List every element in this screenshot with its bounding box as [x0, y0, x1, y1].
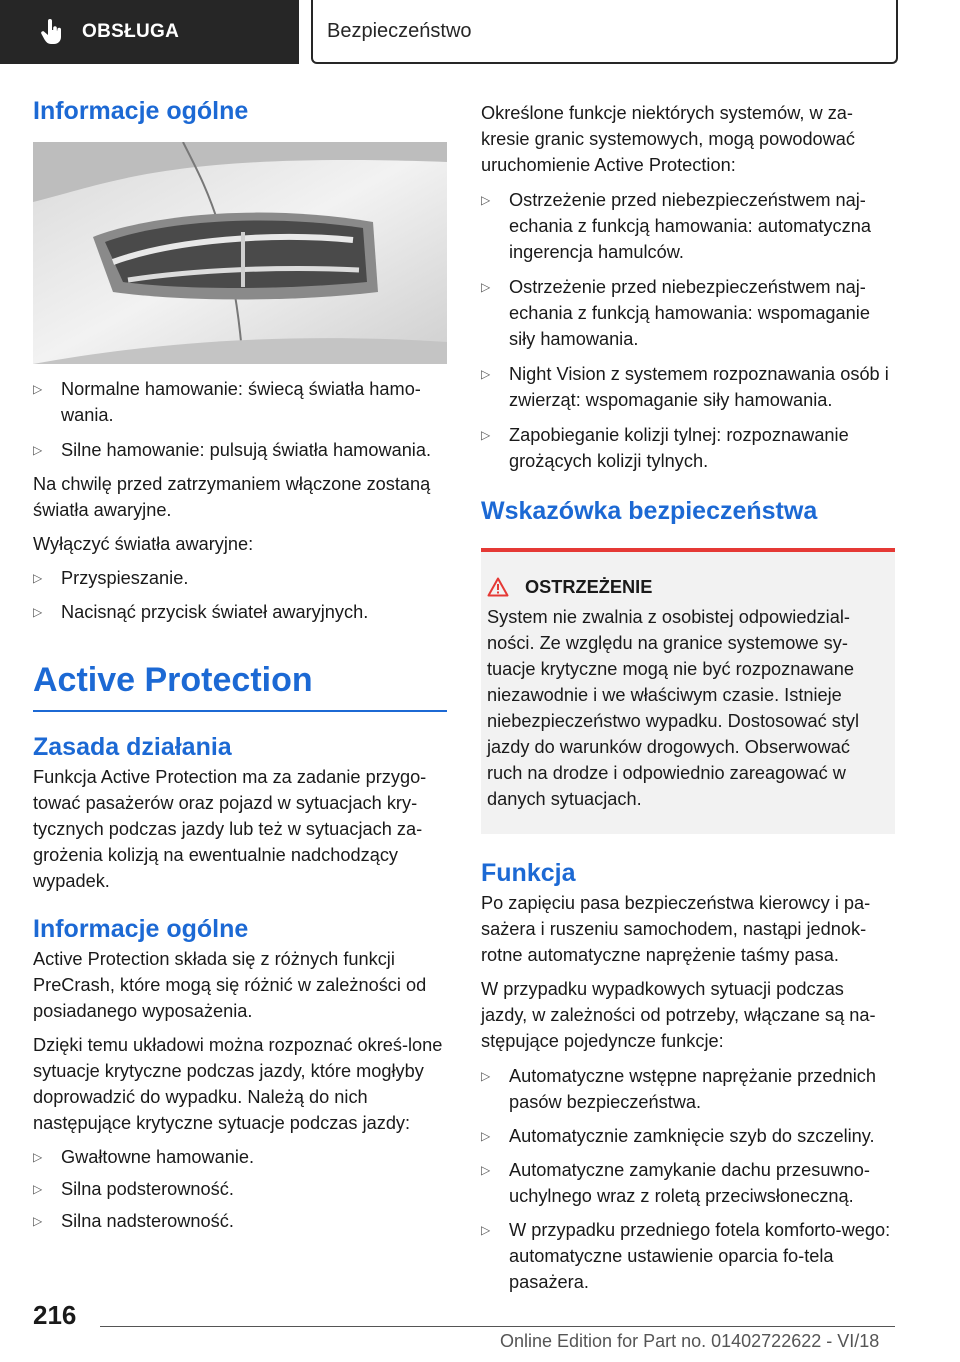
chapter-tab-label: OBSŁUGA: [82, 21, 180, 42]
triangle-bullet-icon: ▷: [481, 428, 491, 442]
warning-triangle-icon: [487, 577, 509, 597]
footer-edition: Online Edition for Part no. 01402722622 - VI/18: [500, 1331, 880, 1351]
warning-header: [487, 574, 887, 600]
triangle-bullet-icon: ▷: [33, 571, 43, 585]
triangle-bullet-icon: ▷: [481, 1223, 491, 1237]
triangle-bullet-icon: ▷: [481, 1129, 491, 1143]
list-item: ▷ Night Vision z systemem rozpoznawania osób i zwierząt: wspomaganie siły hamowania.: [481, 361, 895, 413]
triangle-bullet-icon: ▷: [33, 1149, 43, 1164]
triangle-bullet-icon: ▷: [481, 367, 491, 381]
footer-rule: [100, 1326, 895, 1327]
right-column: [481, 100, 895, 1295]
list-item: ▷ Silna nadsterowność.: [33, 1208, 447, 1234]
warning-box: [481, 548, 895, 834]
list-item: ▷ Zapobieganie kolizji tylnej: rozpoznawanie grożących kolizji tylnych.: [481, 422, 895, 474]
tail-light-illustration: [33, 142, 447, 364]
paragraph: Po zapięciu pasa bezpieczeństwa kierowcy i pa-sażera i ruszeniu samochodem, nastąpi jednok-rotne automatyczne naprężenie taśmy pasa.: [481, 893, 871, 965]
paragraph: W przypadku wypadkowych sytuacji podczas jazdy, w zależności od potrzeby, włączane są na-stępujące pojedyncze funkcje:: [481, 979, 876, 1051]
heading-general-info-2: Informacje ogólne: [33, 914, 249, 943]
chapter-title: Active Protection: [33, 661, 313, 699]
section-tab: [311, 0, 898, 64]
page-number: 216: [33, 1300, 77, 1330]
heading-safety-note: Wskazówka bezpieczeństwa: [481, 497, 818, 525]
hand-pointer-icon: [40, 19, 64, 45]
list-item: ▷ Automatycznie zamknięcie szyb do szczeliny.: [481, 1123, 895, 1149]
triangle-bullet-icon: ▷: [33, 1213, 43, 1228]
paragraph: Określone funkcje niektórych systemów, w za-kresie granic systemowych, mogą powodować uruchomienie Active Protection:: [481, 103, 856, 175]
heading-function: Funkcja: [481, 859, 576, 887]
triangle-bullet-icon: ▷: [33, 1181, 43, 1196]
triangle-bullet-icon: ▷: [33, 382, 43, 396]
list-item: ▷ Przyspieszanie.: [33, 565, 447, 591]
chapter-rule: [33, 710, 447, 712]
triangle-bullet-icon: ▷: [481, 193, 491, 207]
list-item: ▷ Silna podsterowność.: [33, 1176, 447, 1202]
heading-principle: Zasada działania: [33, 732, 232, 761]
paragraph: Wyłączyć światła awaryjne:: [33, 534, 254, 554]
list-item: ▷ Ostrzeżenie przed niebezpieczeństwem naj-echania z funkcją hamowania: wspomaganie siły hamowania.: [481, 274, 895, 352]
paragraph: Active Protection składa się z różnych funkcji PreCrash, które mogą się różnić w zależności od posiadanego wyposażenia.: [33, 948, 427, 1021]
triangle-bullet-icon: ▷: [33, 605, 43, 619]
page-header: [0, 0, 960, 66]
list-item: ▷ Silne hamowanie: pulsują światła hamowania.: [33, 437, 447, 463]
section-tab-label: Bezpieczeństwo: [327, 19, 472, 42]
triangle-bullet-icon: ▷: [481, 1069, 491, 1083]
list-item: ▷ Nacisnąć przycisk świateł awaryjnych.: [33, 599, 447, 625]
paragraph: Dzięki temu układowi można rozpoznać okreś-lone sytuacje krytyczne podczas jazdy, które mogłyby doprowadzić do wypadku. Należą do nich następujące krytyczne sytuacje podczas jazdy:: [33, 1034, 443, 1133]
list-item: ▷ Gwałtowne hamowanie.: [33, 1144, 447, 1170]
list-item: ▷ Automatyczne wstępne naprężanie przednich pasów bezpieczeństwa.: [481, 1063, 895, 1115]
left-column: [33, 96, 447, 1234]
triangle-bullet-icon: ▷: [33, 443, 43, 457]
triangle-bullet-icon: ▷: [481, 280, 491, 294]
heading-general-info: Informacje ogólne: [33, 97, 249, 125]
list-item: ▷ Normalne hamowanie: świecą światła hamo-wania.: [33, 376, 447, 428]
triangle-bullet-icon: ▷: [481, 1163, 491, 1177]
paragraph: Funkcja Active Protection ma za zadanie przygo-tować pasażerów oraz pojazd w sytuacjach kry-tycznych podczas jazdy lub też w sytuacjach za-grożenia kolizją na ewentualnie nadchodzący wypadek.: [33, 766, 427, 891]
list-item: ▷ W przypadku przedniego fotela komforto-wego: automatyczne ustawienie oparcia fo-tela pasażera.: [481, 1217, 895, 1295]
list-item: ▷ Automatyczne zamykanie dachu przesuwno-uchylnego wraz z roletą przeciwsłoneczną.: [481, 1157, 895, 1209]
paragraph: Na chwilę przed zatrzymaniem włączone zostaną światła awaryjne.: [33, 474, 431, 520]
warning-text: System nie zwalnia z osobistej odpowiedzial-ności. Ze względu na granice systemowe sy-tuacje krytyczne mogą nie być rozpoznawane niezawodnie i we właściwym czasie. Istnieje niebezpieczeństwo wypadku. Dostosować styl jazdy do warunków drogowych. Obserwować ruch na drodze i odpowiednio zareagować w danych sytuacjach.: [487, 607, 860, 809]
chapter-tab: [0, 0, 299, 64]
warning-title: OSTRZEŻENIE: [525, 577, 653, 597]
list-item: ▷ Ostrzeżenie przed niebezpieczeństwem naj-echania z funkcją hamowania: automatyczna ingerencja hamulców.: [481, 187, 895, 265]
